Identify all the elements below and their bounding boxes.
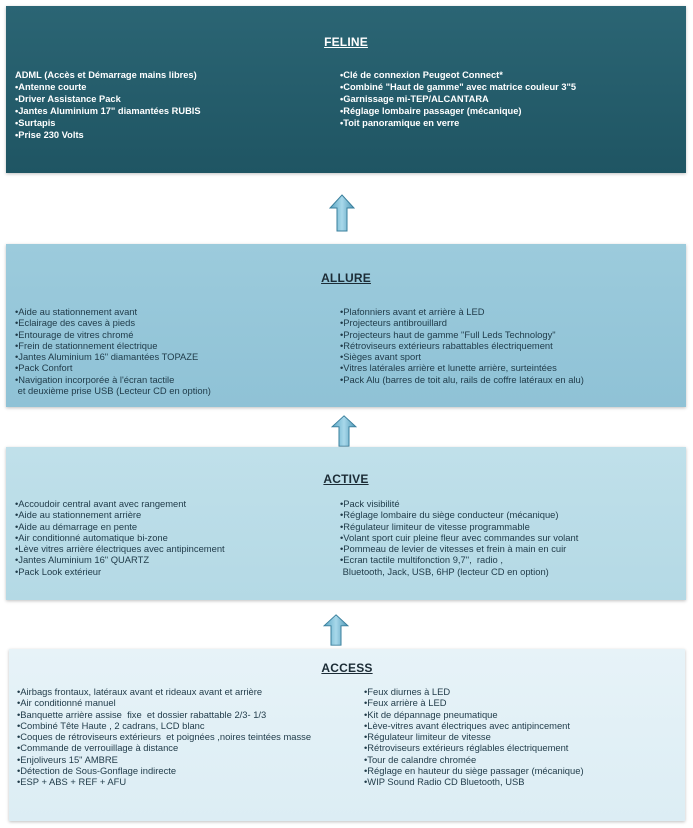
tier-feline-right-list: [340, 69, 576, 129]
feature-item: •Navigation incorporée à l'écran tactile: [15, 373, 175, 385]
feature-item: •Entourage de vitres chromé: [15, 328, 134, 340]
feature-item: •Feux diurnes à LED: [364, 686, 451, 697]
feature-item: •Ecran tactile multifonction 9,7", radio ,: [340, 554, 503, 566]
feature-item: •Frein de stationnement électrique: [15, 339, 158, 351]
feature-item: •Régulateur limiteur de vitesse programmable: [340, 520, 530, 532]
feature-item: •Air conditionné automatique bi-zone: [15, 531, 168, 543]
feature-item: •Banquette arrière assise fixe et dossier rabattable 2/3- 1/3: [17, 708, 267, 720]
feature-item: •Plafonniers avant et arrière à LED: [340, 306, 485, 317]
feature-item: •Réglage lombaire du siège conducteur (mécanique): [340, 509, 559, 521]
tier-feline-box: [6, 6, 686, 173]
feature-item: •Lève-vitres avant électriques avec antipincement: [364, 719, 570, 731]
feature-item: •Jantes Aluminium 17" diamantées RUBIS: [15, 106, 201, 116]
feature-item: •Coques de rétroviseurs extérieurs et poignées ,noires teintées masse: [17, 731, 312, 743]
tier-active-left-list: [15, 498, 225, 577]
tier-allure-right-list: [340, 306, 584, 385]
feature-item: •Pack Alu (barres de toit alu, rails de coffre latéraux en alu): [340, 373, 584, 385]
feature-item: •Réglage lombaire passager (mécanique): [340, 106, 522, 116]
feature-item: •Aide au démarrage en pente: [15, 520, 138, 532]
feature-item: •Pommeau de levier de vitesses et frein à main en cuir: [340, 543, 567, 555]
feature-item: •Kit de dépannage pneumatique: [364, 708, 498, 720]
feature-item: •Commande de verrouillage à distance: [17, 742, 179, 754]
feature-item: •WIP Sound Radio CD Bluetooth, USB: [364, 776, 525, 788]
feature-item: et deuxième prise USB (Lecteur CD en option): [15, 385, 211, 397]
tier-feline-left-list: [15, 69, 201, 141]
feature-item: •Feux arrière à LED: [364, 697, 447, 709]
feature-item: •Accoudoir central avant avec rangement: [15, 498, 187, 509]
feature-item: •Jantes Aluminium 16" diamantées TOPAZE: [15, 351, 199, 363]
feature-item: •Antenne courte: [15, 82, 87, 92]
feature-item: •Volant sport cuir pleine fleur avec commandes sur volant: [340, 531, 579, 543]
feature-item: •Combiné "Haut de gamme" avec matrice couleur 3"5: [340, 82, 577, 92]
feature-item: •Prise 230 Volts: [15, 130, 84, 140]
tier-allure-left-list: [15, 306, 211, 396]
upgrade-arrow-icon: [329, 194, 355, 232]
feature-item: •Sièges avant sport: [340, 351, 421, 363]
feature-item: •Projecteurs haut de gamme "Full Leds Technology": [340, 328, 556, 340]
upgrade-arrow-icon: [323, 614, 349, 646]
tier-allure-box: [6, 244, 686, 407]
tier-active-title: ACTIVE: [323, 472, 369, 486]
feature-item: •Combiné Tête Haute , 2 cadrans, LCD blanc: [17, 719, 205, 731]
feature-item: •Garnissage mi-TEP/ALCANTARA: [340, 94, 489, 104]
feature-item: •Pack Confort: [15, 362, 73, 374]
feature-item: •Régulateur limiteur de vitesse: [364, 731, 491, 743]
feature-item: •Détection de Sous-Gonflage indirecte: [17, 765, 177, 777]
tier-active-box: [6, 447, 686, 600]
tier-allure-title: ALLURE: [321, 271, 371, 285]
feature-item: •Rétroviseurs extérieurs rabattables électriquement: [340, 339, 553, 351]
feature-item: ADML (Accès et Démarrage mains libres): [15, 70, 197, 80]
feature-item: •Aide au stationnement arrière: [15, 509, 142, 521]
feature-item: •Eclairage des caves à pieds: [15, 317, 136, 329]
tier-access-left-list: [17, 686, 311, 788]
feature-item: •Projecteurs antibrouillard: [340, 317, 447, 329]
feature-item: •Enjoliveurs 15" AMBRE: [17, 753, 118, 765]
feature-item: •Réglage en hauteur du siège passager (mécanique): [364, 765, 584, 777]
tier-feline-title: FELINE: [324, 35, 368, 49]
feature-item: •Surtapis: [15, 118, 56, 128]
feature-item: •Pack Look extérieur: [15, 565, 102, 577]
feature-item: •Lève vitres arrière électriques avec antipincement: [15, 543, 225, 555]
tier-access-title: ACCESS: [321, 661, 373, 675]
feature-item: •Rétroviseurs extérieurs réglables électriquement: [364, 742, 569, 754]
feature-item: •Pack visibilité: [340, 498, 400, 509]
feature-item: •Aide au stationnement avant: [15, 306, 138, 317]
upgrade-arrow-icon: [331, 415, 357, 447]
feature-item: •Air conditionné manuel: [17, 697, 116, 709]
tier-access-box: [9, 649, 685, 821]
tier-active-right-list: [340, 498, 578, 577]
tier-access-right-list: [364, 686, 584, 788]
feature-item: •ESP + ABS + REF + AFU: [17, 776, 127, 788]
feature-item: •Vitres latérales arrière et lunette arrière, surteintées: [340, 362, 557, 374]
feature-item: •Tour de calandre chromée: [364, 753, 477, 765]
feature-item: •Toit panoramique en verre: [340, 118, 460, 128]
feature-item: •Jantes Aluminium 16" QUARTZ: [15, 554, 150, 566]
feature-item: Bluetooth, Jack, USB, 6HP (lecteur CD en option): [340, 565, 549, 577]
feature-item: •Driver Assistance Pack: [15, 94, 121, 104]
feature-item: •Airbags frontaux, latéraux avant et rideaux avant et arrière: [17, 686, 263, 697]
feature-item: •Clé de connexion Peugeot Connect*: [340, 70, 503, 80]
